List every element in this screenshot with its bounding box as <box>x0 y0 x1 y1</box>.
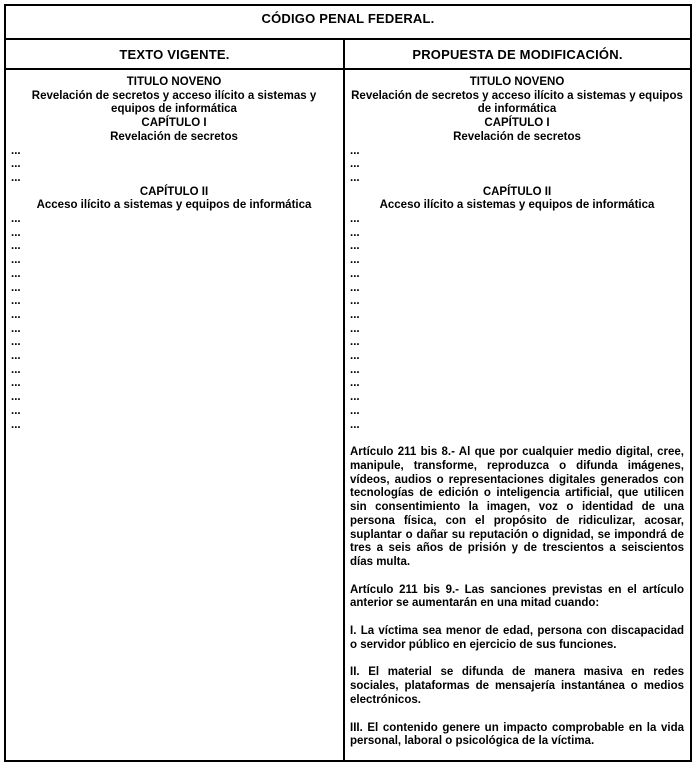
left-column-cell <box>6 70 345 760</box>
article-paragraph: III. El contenido genere un impacto comprobable en la vida personal, laboral o psicológica de la víctima. <box>350 721 684 748</box>
heading-line: Acceso ilícito a sistemas y equipos de informática <box>379 199 655 212</box>
ellipsis-line: ... <box>350 308 360 321</box>
article-paragraph: I. La víctima sea menor de edad, persona con discapacidad o servidor público en ejercicio de sus funciones. <box>350 625 684 651</box>
right-column-cell <box>345 70 690 760</box>
ellipsis-line: ... <box>11 144 21 157</box>
ellipsis-line: ... <box>11 171 21 184</box>
heading-line: Revelación de secretos <box>110 130 238 143</box>
heading-line: Revelación de secretos y acceso ilícito a sistemas y equipos de informática <box>351 89 683 116</box>
ellipsis-line: ... <box>11 404 21 417</box>
ellipsis-line: ... <box>350 418 360 431</box>
ellipsis-line: ... <box>350 391 360 404</box>
table-body-row <box>6 70 690 760</box>
ellipsis-line: ... <box>11 322 21 335</box>
ellipsis-line: ... <box>11 308 21 321</box>
heading-line: CAPÍTULO II <box>139 185 209 198</box>
ellipsis-line: ... <box>11 295 21 308</box>
heading-line: CAPÍTULO I <box>484 117 550 130</box>
heading-line: CAPÍTULO I <box>141 117 207 130</box>
ellipsis-line: ... <box>350 267 360 280</box>
ellipsis-line: ... <box>350 350 360 363</box>
heading-line: Revelación de secretos <box>453 130 581 143</box>
ellipsis-line: ... <box>350 226 360 239</box>
heading-line: Acceso ilícito a sistemas y equipos de informática <box>36 199 312 212</box>
ellipsis-line: ... <box>11 336 21 349</box>
heading-line: TITULO NOVENO <box>126 76 222 88</box>
ellipsis-line: ... <box>11 391 21 404</box>
ellipsis-line: ... <box>350 363 360 376</box>
ellipsis-line: ... <box>350 213 360 226</box>
ellipsis-line: ... <box>11 281 21 294</box>
ellipsis-line: ... <box>350 240 360 253</box>
ellipsis-line: ... <box>11 254 21 267</box>
ellipsis-line: ... <box>11 267 21 280</box>
column-header-left <box>6 40 345 68</box>
ellipsis-line: ... <box>11 363 21 376</box>
article-paragraph: II. El material se difunda de manera masiva en redes sociales, plataformas de mensajería instantánea o medios electrónicos. <box>350 666 684 706</box>
comparison-table <box>4 4 692 762</box>
ellipsis-line: ... <box>350 404 360 417</box>
ellipsis-line: ... <box>11 226 21 239</box>
ellipsis-line: ... <box>11 377 21 390</box>
ellipsis-line: ... <box>11 350 21 363</box>
ellipsis-line: ... <box>350 322 360 335</box>
column-headers-row <box>6 40 690 70</box>
ellipsis-line: ... <box>350 295 360 308</box>
column-header-right <box>345 40 690 68</box>
ellipsis-line: ... <box>350 144 360 157</box>
table-title: CÓDIGO PENAL FEDERAL. <box>261 11 435 26</box>
ellipsis-line: ... <box>11 418 21 431</box>
ellipsis-line: ... <box>350 171 360 184</box>
heading-line: TITULO NOVENO <box>469 76 565 88</box>
ellipsis-line: ... <box>11 240 21 253</box>
ellipsis-line: ... <box>350 254 360 267</box>
ellipsis-line: ... <box>350 158 360 171</box>
heading-line: Revelación de secretos y acceso ilícito a sistemas y equipos de informática <box>31 89 317 116</box>
heading-line: CAPÍTULO II <box>482 185 552 198</box>
ellipsis-line: ... <box>11 158 21 171</box>
column-header-left-label: TEXTO VIGENTE. <box>119 46 230 62</box>
ellipsis-line: ... <box>350 336 360 349</box>
article-paragraph: Artículo 211 bis 9.- Las sanciones previstas en el artículo anterior se aumentarán en una mitad cuando: <box>350 583 684 610</box>
table-title-row <box>6 6 690 40</box>
article-paragraph: Artículo 211 bis 8.- Al que por cualquier medio digital, cree, manipule, transforme, reproduzca o difunda imágenes, vídeos, audios o representaciones digitales generados con tecnologías de edición o inteligencia artificial, que utilicen sin consentimiento la imagen, voz o identidad de una persona física, con el propósito de ridiculizar, acosar, suplantar o dañar su reputación o dignidad, se impondrá de tres a seis años de prisión y de trescientos a seiscientos días multa. <box>350 446 684 568</box>
ellipsis-line: ... <box>11 213 21 226</box>
ellipsis-line: ... <box>350 281 360 294</box>
ellipsis-line: ... <box>350 377 360 390</box>
column-header-right-label: PROPUESTA DE MODIFICACIÓN. <box>412 46 623 62</box>
